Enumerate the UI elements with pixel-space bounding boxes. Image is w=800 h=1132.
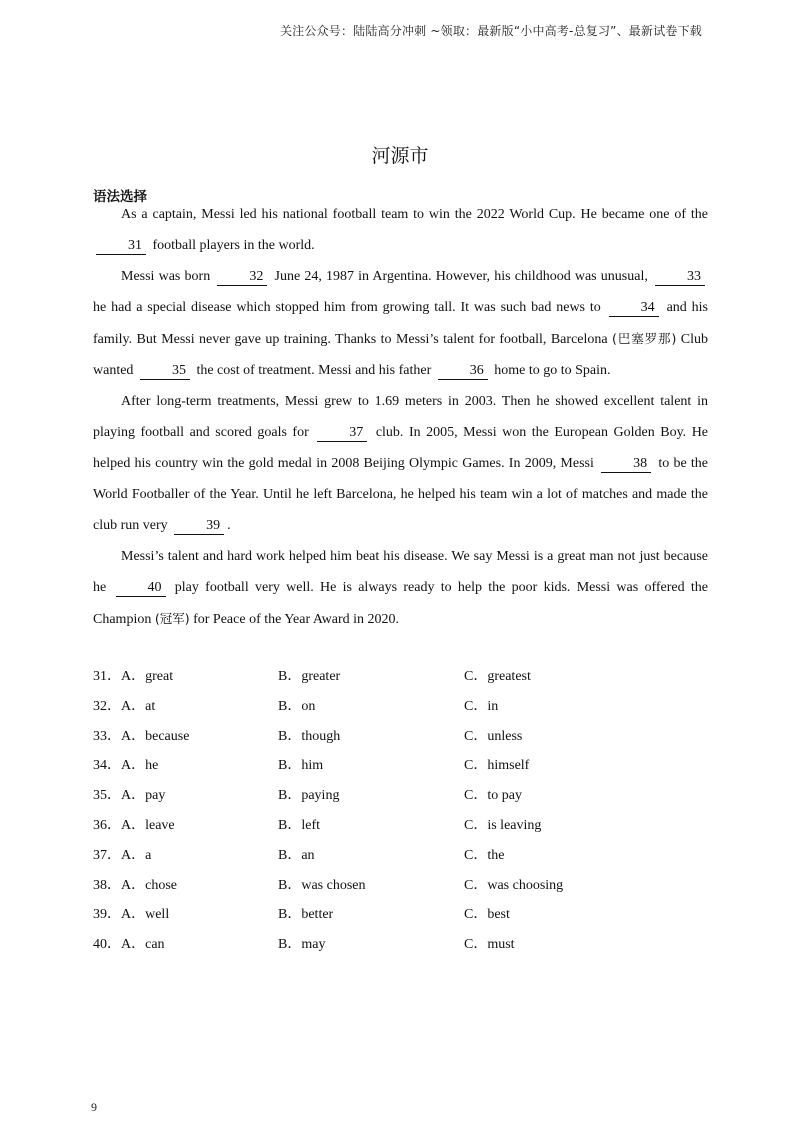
passage-text: for Peace of the Year Award in 2020. xyxy=(193,612,400,627)
passage-text: football players in the world. xyxy=(152,238,315,253)
page-title: 河源市 xyxy=(371,145,429,167)
option-a: 36．A．leave xyxy=(93,817,175,833)
passage-text: Messi’s talent and hard work helped him beat his disease. We say Messi is a great man not just because he xyxy=(93,549,708,595)
option-b: B．an xyxy=(278,847,315,863)
passage-text: he had a special disease which stopped him from growing tall. It was such bad news to xyxy=(93,300,601,315)
option-c: C．greatest xyxy=(464,669,531,684)
passage-text: play football very well. He is always ready to help the poor kids. Messi was offered the Champion xyxy=(93,580,709,627)
question-31 xyxy=(93,662,713,692)
header-note: 关注公众号：陆陆高分冲刺 ~领取：最新版“小中高考-总复习”、最新试卷下载 xyxy=(279,24,702,38)
question-40 xyxy=(93,930,713,960)
option-a: 34．A．he xyxy=(93,758,159,774)
option-c: C．unless xyxy=(464,728,523,744)
section-label: 语法选择 xyxy=(93,189,147,205)
passage-text: Club wanted xyxy=(93,332,709,378)
option-a: 32．A．at xyxy=(93,698,156,714)
option-a: 37．A．a xyxy=(93,847,152,863)
passage-text: June 24, 1987 in Argentina. However, his childhood was unusual, xyxy=(274,269,648,284)
blank-32: 32 xyxy=(217,268,267,286)
passage-text: the cost of treatment. Messi and his father xyxy=(196,363,432,378)
option-b: B．on xyxy=(278,698,316,714)
option-c: C．must xyxy=(464,937,515,953)
blank-35: 35 xyxy=(140,362,190,380)
page-number: 9 xyxy=(91,1100,97,1114)
option-a: 33．A．because xyxy=(93,728,190,744)
option-c: C．the xyxy=(464,847,505,863)
question-36 xyxy=(93,811,713,841)
question-34 xyxy=(93,751,713,781)
blank-37: 37 xyxy=(317,424,367,442)
blank-39: 39 xyxy=(174,517,224,535)
option-b: B．though xyxy=(278,728,341,744)
passage-text: home to go to Spain. xyxy=(494,363,611,378)
passage-text: As a captain, Messi led his national football team to win the 2022 World Cup. He became one of the xyxy=(121,207,708,222)
paragraph-4 xyxy=(93,541,708,635)
option-a: 40．A．can xyxy=(93,937,165,953)
blank-38: 38 xyxy=(601,455,651,473)
question-32 xyxy=(93,692,713,722)
question-37 xyxy=(93,841,713,871)
passage-text: . xyxy=(227,518,231,533)
option-c: C．best xyxy=(464,907,510,923)
blank-36: 36 xyxy=(438,362,488,380)
passage-text: After long-term treatments, Messi grew to 1.69 meters in 2003. Then he showed excellent talent in playing football and scored goals for xyxy=(93,394,708,440)
blank-34: 34 xyxy=(609,299,659,317)
option-b: B．him xyxy=(278,758,324,774)
question-33 xyxy=(93,722,713,752)
option-b: B．greater xyxy=(278,669,341,684)
passage-text: club. In 2005, Messi won the European Golden Boy. He helped his country win the gold medal in 2008 Beijing Olympic Games. In 2009, Messi xyxy=(93,425,709,471)
passage xyxy=(93,199,708,635)
blank-33: 33 xyxy=(655,268,705,286)
option-b: B．was chosen xyxy=(278,877,366,893)
option-a: 38．A．chose xyxy=(93,877,177,893)
option-a: 39．A．well xyxy=(93,907,170,923)
option-b: B．paying xyxy=(278,788,340,804)
passage-text: and his family. But Messi never gave up training. Thanks to Messi’s talent for football, Barcelona xyxy=(93,300,709,347)
option-b: B．better xyxy=(278,907,334,923)
chinese-gloss: (巴塞罗那) xyxy=(612,331,677,346)
passage-text: Messi was born xyxy=(121,269,211,284)
answer-options xyxy=(93,662,713,960)
question-35 xyxy=(93,781,713,811)
option-c: C．to pay xyxy=(464,788,522,804)
blank-40: 40 xyxy=(116,579,166,597)
option-c: C．is leaving xyxy=(464,817,542,833)
blank-31: 31 xyxy=(96,237,146,255)
option-a: 35．A．pay xyxy=(93,788,166,804)
paragraph-3 xyxy=(93,386,708,541)
chinese-gloss: (冠军) xyxy=(154,611,190,626)
paragraph-2 xyxy=(93,261,708,386)
option-c: C．was choosing xyxy=(464,877,564,893)
option-c: C．himself xyxy=(464,758,530,774)
question-38 xyxy=(93,871,713,901)
option-b: B．left xyxy=(278,817,320,833)
passage-text: to be the World Footballer of the Year. Until he left Barcelona, he helped his team win a lot of matches and made the club run very xyxy=(93,456,709,533)
paragraph-1 xyxy=(93,199,708,261)
option-b: B．may xyxy=(278,937,326,953)
question-39 xyxy=(93,900,713,930)
option-c: C．in xyxy=(464,698,499,714)
option-a: 31．A．great xyxy=(93,669,174,684)
